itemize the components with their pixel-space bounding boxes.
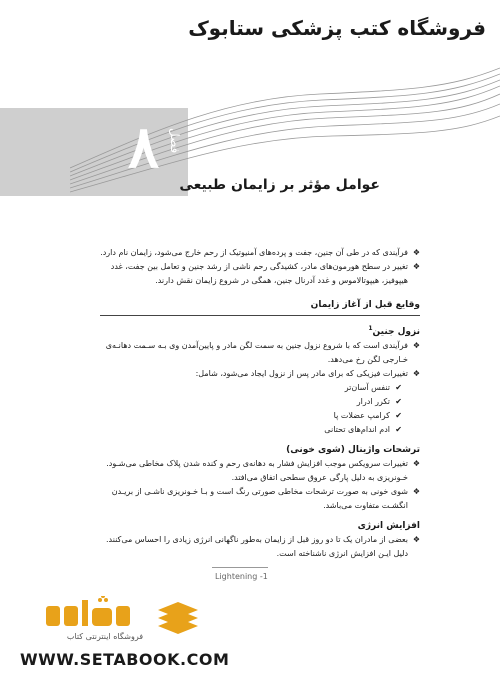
chapter-label: فصل xyxy=(168,128,182,154)
logo-wordmark xyxy=(46,596,130,626)
subsection-heading-show: ترشحات واژینال (شوی خونی) xyxy=(286,445,420,455)
footnote-divider xyxy=(212,567,268,568)
lightening-item: ❖ تغییرات فیزیکی که برای مادر پس از نزول ایجاد می‌شود، شامل: xyxy=(100,367,420,381)
show-item: ❖ تغییرات سرویکس موجب افزایش فشار به دهانه‌ی رحم و کنده شدن پلاک مخاطی می‌شـود. خـونریزی به دلیل پارگی عروق سطحی اتفاق می‌افتد. xyxy=(100,457,420,485)
logo-mark xyxy=(158,602,198,634)
subsection-title: نزول جنین xyxy=(372,327,420,337)
chapter-content xyxy=(100,246,420,561)
website-url: WWW.SETABOOK.COM xyxy=(20,650,230,669)
subsection-heading-energy: افزایش انرژی xyxy=(357,521,420,531)
checklist-item: ✔ کرامپ عضلات پا xyxy=(100,409,420,423)
checklist-item: ✔ تکرر ادرار xyxy=(100,395,420,409)
store-title: فروشگاه کتب پزشکی ستابوک xyxy=(188,16,486,40)
lightening-item: ❖ فرآیندی است که با شروع نزول جنین به سمت لگن مادر و پایین‌آمدن وی بـه سـمت دهانـه‌ی خـارجی لگن رخ می‌دهد. xyxy=(100,339,420,367)
footnote-text: 1- Lightening xyxy=(215,572,268,581)
show-item: ❖ شوی خونی به صورت ترشحات مخاطی صورتی رنگ است و بـا خـونریزی ناشـی از بریـدن انگشـت متفاوت می‌باشد. xyxy=(100,485,420,513)
intro-item: ❖ فرآیندی که در طی آن جنین، جفت و پرده‌های آمنیوتیک از رحم خارج می‌شود، زایمان نام دارد. xyxy=(100,246,420,260)
checklist-item: ✔ ادم اندام‌های تحتانی xyxy=(100,423,420,437)
intro-item: ❖ تغییر در سطح هورمون‌های مادر، کشیدگی رحم ناشی از رشد جنین و تعامل بین جفت، غدد هیپوفیز، هیپوتالاموس و غدد آدرنال جنین، همگی در شروع زایمان نقش دارند. xyxy=(100,260,420,288)
energy-item: ❖ بعضی از مادران یک تا دو روز قبل از زایمان به‌طور ناگهانی انرژی زیادی را احساس می‌کنند. دلیل ایـن افزایش انرژی ناشناخته است. xyxy=(100,533,420,561)
checklist-item: ✔ تنفس آسان‌تر xyxy=(100,381,420,395)
footnote-marker: 1 xyxy=(368,325,373,332)
subsection-heading-lightening xyxy=(100,322,420,339)
section-heading: وقایع قبل از آغاز زایمان xyxy=(100,298,420,316)
logo-subtitle: فروشگاه اینترنتی کتاب xyxy=(66,632,144,641)
chapter-number: ۸ xyxy=(128,113,160,181)
chapter-title: عوامل مؤثر بر زایمان طبیعی xyxy=(179,177,380,193)
